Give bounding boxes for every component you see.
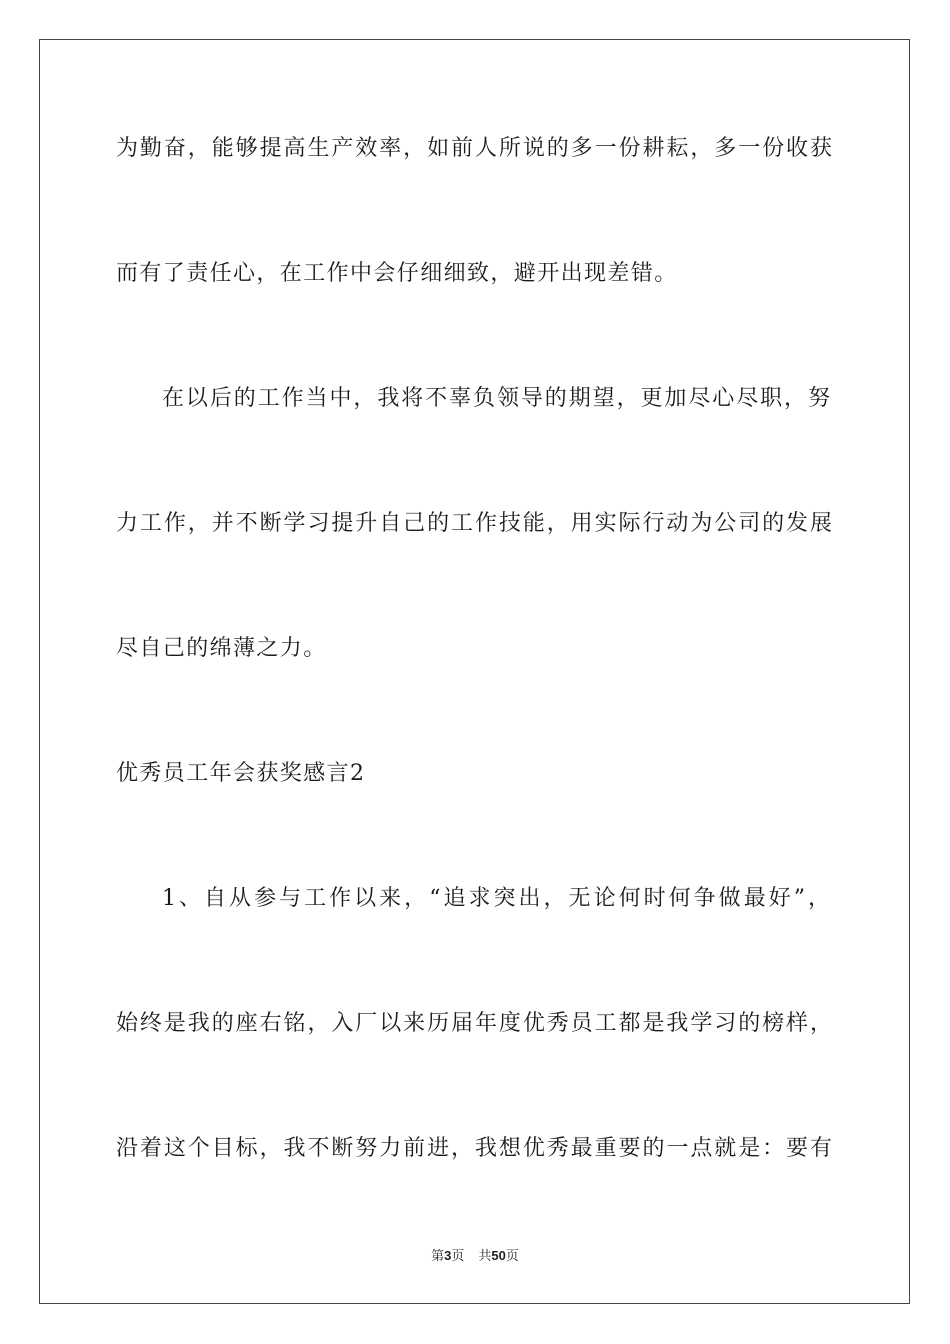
paragraph-line-4: 力工作，并不断学习提升自己的工作技能，用实际行动为公司的发展: [116, 511, 832, 536]
footer-page-prefix: 第: [431, 1249, 445, 1264]
footer-total-prefix: 共: [478, 1249, 492, 1264]
paragraph-line-3: 在以后的工作当中，我将不辜负领导的期望，更加尽心尽职，努: [162, 386, 830, 411]
paragraph-line-6: 1、自从参与工作以来，“追求突出，无论何时何争做最好”，: [162, 886, 830, 911]
paragraph-line-5: 尽自己的绵薄之力。: [116, 636, 327, 661]
footer-page-suffix: 页: [451, 1249, 465, 1264]
paragraph-line-1: 为勤奋，能够提高生产效率，如前人所说的多一份耕耘，多一份收获: [116, 136, 832, 161]
footer-total-suffix: 页: [505, 1249, 519, 1264]
section-heading: 优秀员工年会获奖感言2: [116, 761, 366, 786]
footer-page-number: 3: [444, 1248, 452, 1263]
paragraph-line-2: 而有了责任心，在工作中会仔细细致，避开出现差错。: [116, 261, 678, 286]
footer-total-pages: 50: [491, 1248, 506, 1263]
paragraph-line-7: 始终是我的座右铭，入厂以来历届年度优秀员工都是我学习的榜样，: [116, 1011, 832, 1036]
page-footer: [0, 1248, 950, 1265]
page-border: [39, 39, 910, 1304]
paragraph-line-8: 沿着这个目标，我不断努力前进，我想优秀最重要的一点就是：要有: [116, 1136, 832, 1161]
